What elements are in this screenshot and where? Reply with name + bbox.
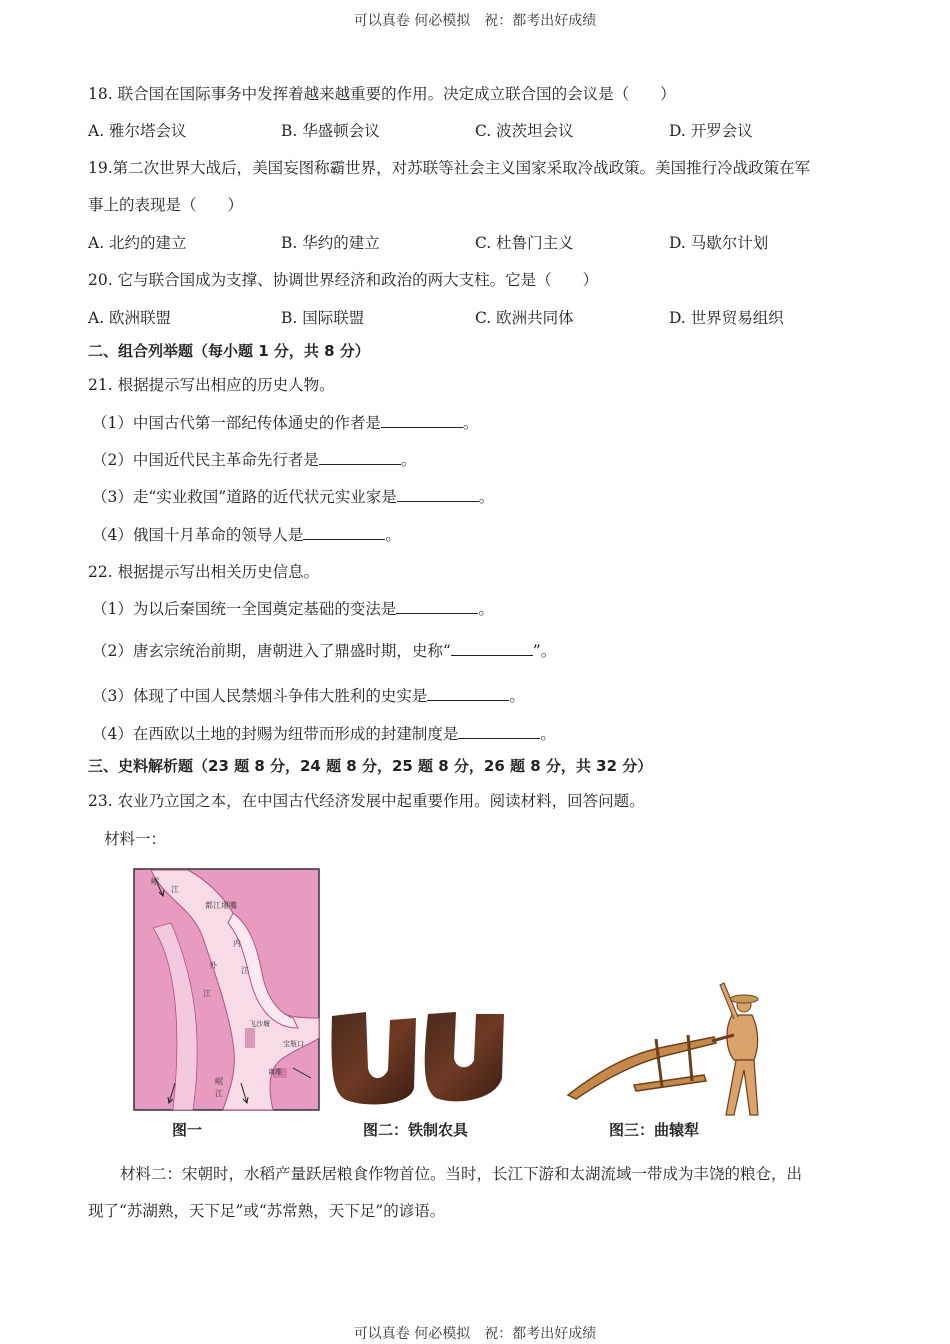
q18-option-b: B. 华盛顿会议 [281, 122, 380, 140]
map-label: 岷 [215, 1077, 223, 1086]
q21-item-4: （4）俄国十月革命的领导人是 。 [92, 526, 401, 544]
material-1-label: 材料一： [104, 830, 167, 848]
q22-item-4: （4）在西欧以土地的封赐为纽带而形成的封建制度是 。 [92, 725, 556, 743]
curved-plough-image [564, 975, 784, 1120]
page-header: 可以真卷 何必模拟 祝：都考出好成绩 [353, 13, 597, 29]
map-label: 江 [241, 966, 249, 975]
answer-blank[interactable] [397, 487, 479, 502]
question-23-stem: 23. 农业乃立国之本，在中国古代经济发展中起重要作用。阅读材料，回答问题。 [88, 792, 645, 810]
map-label: 都江堰嘴 [205, 901, 237, 910]
q20-option-d: D. 世界贸易组织 [669, 309, 784, 327]
q18-option-c: C. 波茨坦会议 [475, 122, 574, 140]
map-label: 宝瓶口 [283, 1040, 304, 1048]
q20-option-c: C. 欧洲共同体 [475, 309, 574, 327]
question-22-stem: 22. 根据提示写出相关历史信息。 [88, 563, 320, 581]
figure-1-caption: 图一 [172, 1121, 203, 1139]
q18-option-a: A. 雅尔塔会议 [88, 122, 187, 140]
figure-3-caption: 图三：曲辕犁 [609, 1121, 700, 1139]
map-label: 江 [171, 885, 179, 894]
section-3-heading: 三、史料解析题（23 题 8 分，24 题 8 分，25 题 8 分，26 题 8 分，共 32 分） [88, 757, 653, 775]
question-20-stem: 20. 它与联合国成为支撑、协调世界经济和政治的两大支柱。它是（ ） [88, 271, 599, 289]
q19-option-c: C. 杜鲁门主义 [475, 234, 574, 252]
question-19-stem-line2: 事上的表现是（ ） [88, 196, 244, 214]
answer-blank[interactable] [396, 599, 478, 614]
map-label: 岷 [151, 877, 159, 886]
section-2-heading: 二、组合列举题（每小题 1 分，共 8 分） [88, 342, 370, 360]
q19-option-a: A. 北约的建立 [88, 234, 187, 252]
answer-blank[interactable] [303, 525, 385, 540]
q19-option-b: B. 华约的建立 [281, 234, 380, 252]
answer-blank[interactable] [451, 641, 533, 656]
q20-option-a: A. 欧洲联盟 [88, 309, 172, 327]
question-18-stem: 18. 联合国在国际事务中发挥着越来越重要的作用。决定成立联合国的会议是（ ） [88, 85, 676, 103]
map-label: 江 [215, 1089, 223, 1098]
q21-item-2: （2）中国近代民主革命先行者是 。 [92, 451, 417, 469]
q19-option-d: D. 马歇尔计划 [669, 234, 769, 252]
q22-item-3: （3）体现了中国人民禁烟斗争伟大胜利的史实是 。 [92, 687, 525, 705]
q20-option-b: B. 国际联盟 [281, 309, 365, 327]
material-2-line1: 材料二：宋朝时，水稻产量跃居粮食作物首位。当时，长江下游和太湖流域一带成为丰饶的粮仓，出 [120, 1165, 803, 1183]
map-label: 飞沙堰 [249, 1020, 270, 1028]
dujiangyan-map [133, 868, 320, 1111]
answer-blank[interactable] [427, 686, 509, 701]
material-2-line2: 现了“苏湖熟，天下足”或“苏常熟，天下足”的谚语。 [88, 1202, 446, 1220]
answer-blank[interactable] [458, 724, 540, 739]
q22-item-1: （1）为以后秦国统一全国奠定基础的变法是 。 [92, 600, 494, 618]
answer-blank[interactable] [381, 413, 463, 428]
q21-item-1: （1）中国古代第一部纪传体通史的作者是 。 [92, 414, 479, 432]
figure-2-caption: 图二：铁制农具 [363, 1121, 469, 1139]
map-label: 外 [209, 961, 217, 970]
q21-item-3: （3）走“实业救国”道路的近代状元实业家是 。 [92, 488, 495, 506]
map-label: 江 [203, 989, 211, 998]
question-19-stem-line1: 19.第二次世界大战后，美国妄图称霸世界，对苏联等社会主义国家采取冷战政策。美国推行冷战政策在军 [88, 159, 811, 177]
answer-blank[interactable] [319, 450, 401, 465]
map-label: 离堆 [268, 1068, 282, 1076]
map-label: 内 [233, 939, 241, 948]
q22-item-2: （2）唐玄宗统治前期，唐朝进入了鼎盛时期，史称“ ”。 [92, 642, 557, 660]
page-footer: 可以真卷 何必模拟 祝：都考出好成绩 [353, 1326, 597, 1342]
q18-option-d: D. 开罗会议 [669, 122, 753, 140]
iron-tools-image [326, 1008, 526, 1118]
question-21-stem: 21. 根据提示写出相应的历史人物。 [88, 376, 335, 394]
